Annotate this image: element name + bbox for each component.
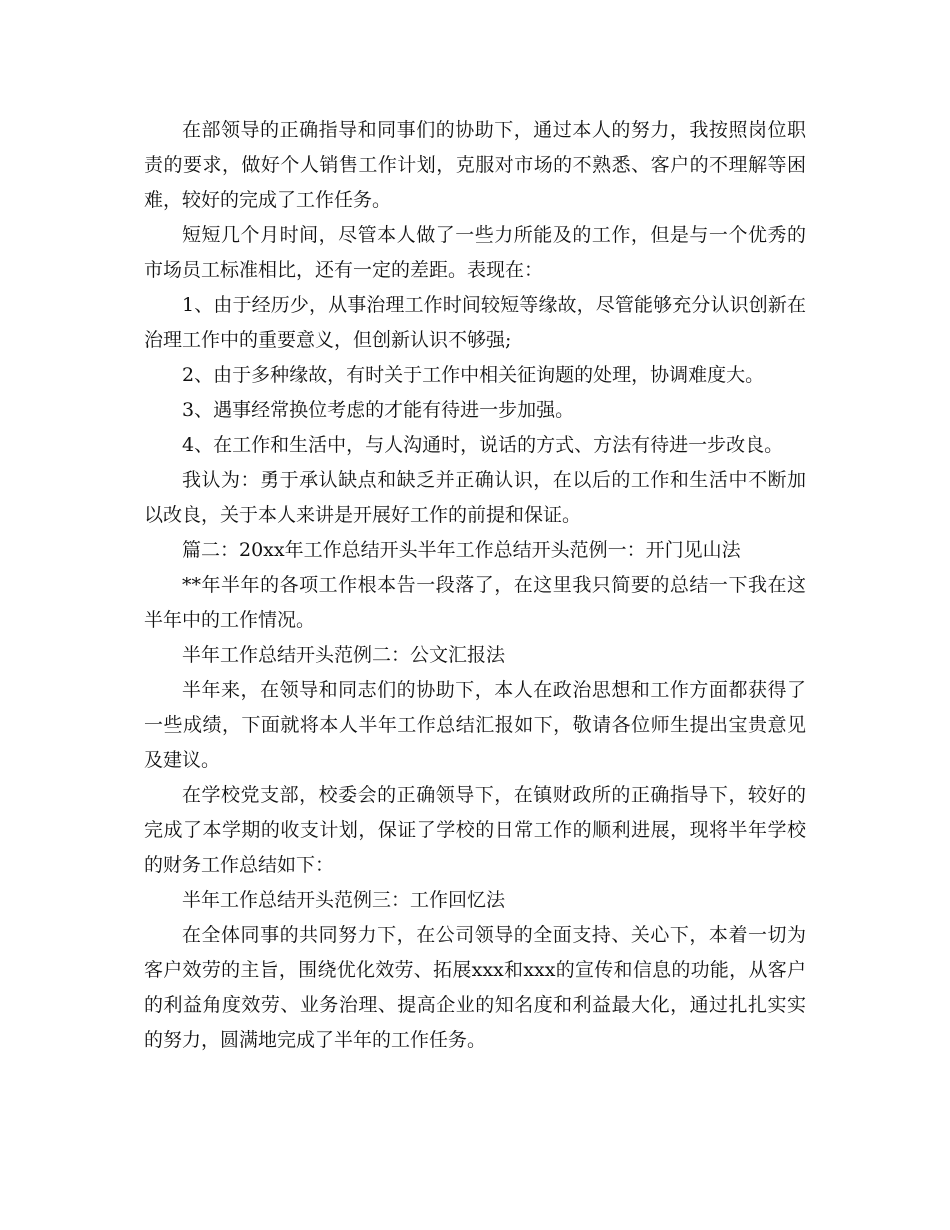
list-item-1: 1、由于经历少，从事治理工作时间较短等缘故，尽管能够充分认识创新在治理工作中的重要意义，但创新认识不够强; [144, 294, 806, 351]
paragraph-gap: 短短几个月时间，尽管本人做了一些力所能及的工作，但是与一个优秀的市场员工标准相比，还有一定的差距。表现在： [144, 224, 806, 281]
section-heading [144, 533, 806, 568]
list-item-3: 3、遇事经常换位考虑的才能有待进一步加强。 [182, 399, 575, 421]
heading-example-2: 半年工作总结开头范例二：公文汇报法 [182, 644, 506, 666]
document-body [144, 113, 806, 1058]
paragraph-example-2b: 在学校党支部，校委会的正确领导下，在镇财政所的正确指导下，较好的完成了本学期的收支计划，保证了学校的日常工作的顺利进展，现将半年学校的财务工作总结如下： [144, 784, 806, 876]
list-item-2: 2、由于多种缘故，有时关于工作中相关征询题的处理，协调难度大。 [182, 364, 765, 386]
section-heading-right: 半年工作总结开头范例一：开门见山法 [417, 539, 741, 561]
paragraph-example-1: **年半年的各项工作根本告一段落了，在这里我只简要的总结一下我在这半年中的工作情况。 [144, 574, 806, 631]
paragraph-conclusion: 我认为：勇于承认缺点和缺乏并正确认识，在以后的工作和生活中不断加以改良，关于本人来讲是开展好工作的前提和保证。 [144, 469, 806, 526]
section-heading-left: 篇二：20xx年工作总结开头 [182, 539, 418, 561]
paragraph-example-3: 在全体同事的共同努力下，在公司领导的全面支持、关心下，本着一切为客户效劳的主旨，围绕优化效劳、拓展xxx和xxx的宣传和信息的功能，从客户的利益角度效劳、业务治理、提高企业的知名度和利益最大化，通过扎扎实实的努力，圆满地完成了半年的工作任务。 [144, 924, 806, 1051]
heading-example-3: 半年工作总结开头范例三：工作回忆法 [182, 889, 506, 911]
paragraph-example-2a: 半年来，在领导和同志们的协助下，本人在政治思想和工作方面都获得了一些成绩，下面就将本人半年工作总结汇报如下，敬请各位师生提出宝贵意见及建议。 [144, 679, 806, 771]
list-item-4: 4、在工作和生活中，与人沟通时，说话的方式、方法有待进一步改良。 [182, 434, 784, 456]
paragraph-intro: 在部领导的正确指导和同事们的协助下，通过本人的努力，我按照岗位职责的要求，做好个人销售工作计划，克服对市场的不熟悉、客户的不理解等困难，较好的完成了工作任务。 [144, 119, 806, 211]
